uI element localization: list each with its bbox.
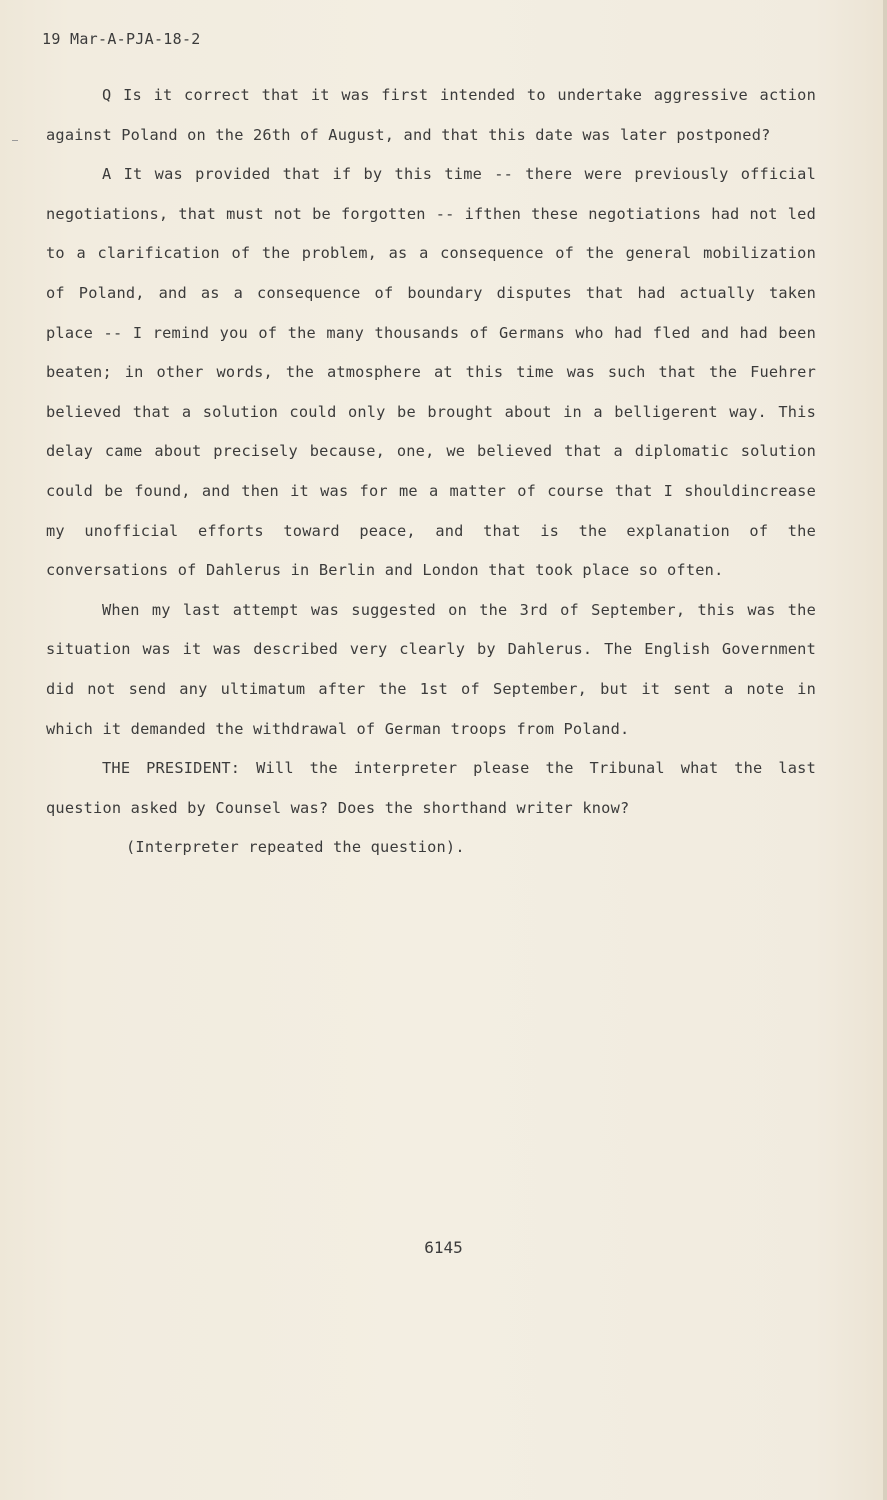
question-paragraph: Q Is it correct that it was first intended to undertake aggressive action against Poland on the 26th of August, and that this date was later postponed? bbox=[46, 86, 816, 144]
document-header: 19 Mar-A-PJA-18-2 bbox=[42, 30, 201, 48]
page-edge bbox=[883, 0, 887, 1500]
president-paragraph: THE PRESIDENT: Will the interpreter please the Tribunal what the last question asked by Counsel was? Does the shorthand writer know? bbox=[46, 759, 816, 817]
page-number: 6145 bbox=[424, 1238, 463, 1257]
transcript-body bbox=[46, 76, 816, 868]
margin-mark bbox=[12, 140, 18, 141]
answer-paragraph: A It was provided that if by this time -- there were previously official negotiations, that must not be forgotten -- ifthen these negotiations had not led to a clarification of the problem, as a consequence of the general mobilization of Poland, and as a consequence of boundary disputes that had actually taken place -- I remind you of the many thousands of Germans who had fled and had been beaten; in other words, the atmosphere at this time was such that the Fuehrer believed that a solution could only be brought about in a belligerent way. This delay came about precisely because, one, we believed that a diplomatic solution could be found, and then it was for me a matter of course that I shouldincrease my unofficial efforts toward peace, and that is the explanation of the conversations of Dahlerus in Berlin and London that took place so often. bbox=[46, 165, 816, 580]
interpreter-note: (Interpreter repeated the question). bbox=[126, 838, 465, 857]
answer-continuation-paragraph: When my last attempt was suggested on the 3rd of September, this was the situation was it was described very clearly by Dahlerus. The English Government did not send any ultimatum after the 1st of September, but it sent a note in which it demanded the withdrawal of German troops from Poland. bbox=[46, 600, 816, 738]
